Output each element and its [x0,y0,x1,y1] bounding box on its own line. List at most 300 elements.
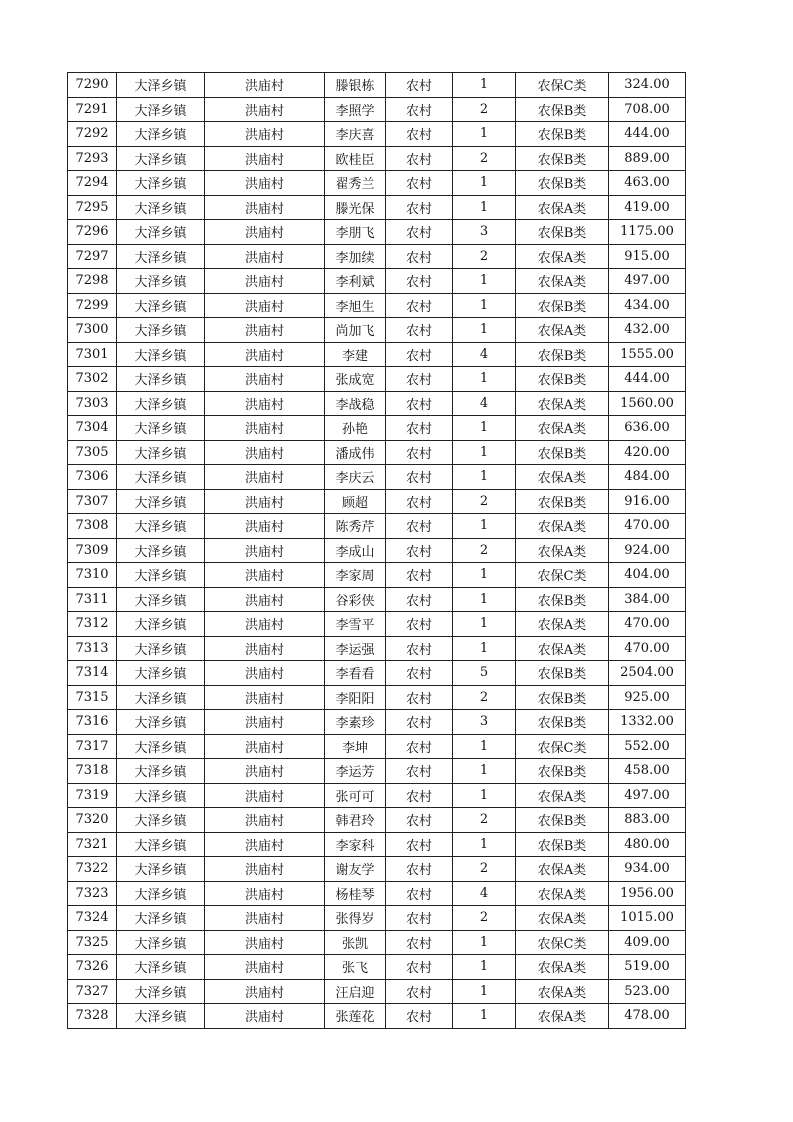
id-cell: 7326 [68,955,117,980]
name-cell: 滕光保 [325,195,386,220]
category-cell: 农保A类 [516,416,609,441]
name-cell: 李坤 [325,734,386,759]
table-row [68,440,686,465]
table-row [68,342,686,367]
area-type-cell: 农村 [386,734,453,759]
name-cell: 欧桂臣 [325,146,386,171]
id-cell: 7307 [68,489,117,514]
table-row [68,734,686,759]
amount-cell: 2504.00 [609,661,686,686]
household-size-cell: 1 [453,979,516,1004]
amount-cell: 915.00 [609,244,686,269]
village-cell: 洪庙村 [205,220,325,245]
village-cell: 洪庙村 [205,661,325,686]
household-size-cell: 4 [453,342,516,367]
village-cell: 洪庙村 [205,906,325,931]
amount-cell: 432.00 [609,318,686,343]
household-size-cell: 2 [453,685,516,710]
table-row [68,538,686,563]
area-type-cell: 农村 [386,220,453,245]
household-size-cell: 1 [453,612,516,637]
category-cell: 农保A类 [516,391,609,416]
table-row [68,955,686,980]
category-cell: 农保C类 [516,734,609,759]
area-type-cell: 农村 [386,979,453,1004]
township-cell: 大泽乡镇 [117,832,205,857]
table-row [68,563,686,588]
area-type-cell: 农村 [386,587,453,612]
household-size-cell: 1 [453,440,516,465]
township-cell: 大泽乡镇 [117,514,205,539]
township-cell: 大泽乡镇 [117,73,205,98]
amount-cell: 463.00 [609,171,686,196]
id-cell: 7327 [68,979,117,1004]
category-cell: 农保A类 [516,783,609,808]
village-cell: 洪庙村 [205,710,325,735]
village-cell: 洪庙村 [205,244,325,269]
village-cell: 洪庙村 [205,416,325,441]
category-cell: 农保A类 [516,244,609,269]
table-row [68,97,686,122]
area-type-cell: 农村 [386,832,453,857]
table-row [68,783,686,808]
village-cell: 洪庙村 [205,146,325,171]
category-cell: 农保B类 [516,587,609,612]
amount-cell: 883.00 [609,808,686,833]
area-type-cell: 农村 [386,661,453,686]
township-cell: 大泽乡镇 [117,318,205,343]
area-type-cell: 农村 [386,857,453,882]
category-cell: 农保A类 [516,979,609,1004]
category-cell: 农保B类 [516,293,609,318]
id-cell: 7317 [68,734,117,759]
township-cell: 大泽乡镇 [117,857,205,882]
amount-cell: 497.00 [609,269,686,294]
area-type-cell: 农村 [386,269,453,294]
area-type-cell: 农村 [386,906,453,931]
township-cell: 大泽乡镇 [117,391,205,416]
household-size-cell: 1 [453,122,516,147]
township-cell: 大泽乡镇 [117,367,205,392]
name-cell: 李家科 [325,832,386,857]
township-cell: 大泽乡镇 [117,122,205,147]
table-row [68,759,686,784]
category-cell: 农保A类 [516,269,609,294]
name-cell: 李成山 [325,538,386,563]
village-cell: 洪庙村 [205,734,325,759]
name-cell: 李运强 [325,636,386,661]
household-size-cell: 2 [453,244,516,269]
household-size-cell: 2 [453,97,516,122]
village-cell: 洪庙村 [205,122,325,147]
table-row [68,391,686,416]
amount-cell: 434.00 [609,293,686,318]
village-cell: 洪庙村 [205,318,325,343]
village-cell: 洪庙村 [205,489,325,514]
table-row [68,244,686,269]
name-cell: 李阳阳 [325,685,386,710]
category-cell: 农保A类 [516,465,609,490]
table-row [68,146,686,171]
village-cell: 洪庙村 [205,955,325,980]
table-row [68,881,686,906]
id-cell: 7323 [68,881,117,906]
id-cell: 7310 [68,563,117,588]
township-cell: 大泽乡镇 [117,440,205,465]
category-cell: 农保A类 [516,195,609,220]
village-cell: 洪庙村 [205,685,325,710]
household-size-cell: 1 [453,195,516,220]
township-cell: 大泽乡镇 [117,661,205,686]
table-row [68,220,686,245]
amount-cell: 420.00 [609,440,686,465]
id-cell: 7292 [68,122,117,147]
table-row [68,489,686,514]
category-cell: 农保C类 [516,73,609,98]
id-cell: 7316 [68,710,117,735]
category-cell: 农保A类 [516,955,609,980]
township-cell: 大泽乡镇 [117,906,205,931]
household-size-cell: 2 [453,808,516,833]
category-cell: 农保A类 [516,881,609,906]
name-cell: 李运芳 [325,759,386,784]
amount-cell: 1175.00 [609,220,686,245]
id-cell: 7304 [68,416,117,441]
id-cell: 7321 [68,832,117,857]
category-cell: 农保B类 [516,832,609,857]
amount-cell: 636.00 [609,416,686,441]
area-type-cell: 农村 [386,636,453,661]
id-cell: 7318 [68,759,117,784]
village-cell: 洪庙村 [205,97,325,122]
name-cell: 潘成伟 [325,440,386,465]
household-size-cell: 1 [453,759,516,784]
household-size-cell: 1 [453,514,516,539]
beneficiary-table [67,72,686,1029]
village-cell: 洪庙村 [205,367,325,392]
name-cell: 谢友学 [325,857,386,882]
township-cell: 大泽乡镇 [117,587,205,612]
id-cell: 7297 [68,244,117,269]
table-row [68,685,686,710]
household-size-cell: 1 [453,416,516,441]
name-cell: 陈秀芹 [325,514,386,539]
village-cell: 洪庙村 [205,440,325,465]
area-type-cell: 农村 [386,244,453,269]
village-cell: 洪庙村 [205,269,325,294]
name-cell: 张可可 [325,783,386,808]
household-size-cell: 3 [453,710,516,735]
name-cell: 张飞 [325,955,386,980]
household-size-cell: 3 [453,220,516,245]
category-cell: 农保B类 [516,440,609,465]
id-cell: 7315 [68,685,117,710]
area-type-cell: 农村 [386,465,453,490]
name-cell: 顾超 [325,489,386,514]
category-cell: 农保B类 [516,146,609,171]
category-cell: 农保B类 [516,808,609,833]
name-cell: 翟秀兰 [325,171,386,196]
area-type-cell: 农村 [386,146,453,171]
table-row [68,73,686,98]
household-size-cell: 5 [453,661,516,686]
household-size-cell: 1 [453,465,516,490]
area-type-cell: 农村 [386,685,453,710]
village-cell: 洪庙村 [205,514,325,539]
amount-cell: 1560.00 [609,391,686,416]
township-cell: 大泽乡镇 [117,342,205,367]
id-cell: 7311 [68,587,117,612]
amount-cell: 1555.00 [609,342,686,367]
name-cell: 谷彩侠 [325,587,386,612]
township-cell: 大泽乡镇 [117,685,205,710]
table-row [68,661,686,686]
household-size-cell: 1 [453,318,516,343]
village-cell: 洪庙村 [205,538,325,563]
category-cell: 农保B类 [516,342,609,367]
township-cell: 大泽乡镇 [117,195,205,220]
amount-cell: 409.00 [609,930,686,955]
amount-cell: 384.00 [609,587,686,612]
area-type-cell: 农村 [386,783,453,808]
table-row [68,122,686,147]
category-cell: 农保A类 [516,857,609,882]
table-row [68,906,686,931]
household-size-cell: 1 [453,587,516,612]
name-cell: 李庆喜 [325,122,386,147]
township-cell: 大泽乡镇 [117,783,205,808]
village-cell: 洪庙村 [205,636,325,661]
id-cell: 7303 [68,391,117,416]
amount-cell: 484.00 [609,465,686,490]
id-cell: 7325 [68,930,117,955]
household-size-cell: 1 [453,636,516,661]
table-row [68,930,686,955]
category-cell: 农保C类 [516,930,609,955]
township-cell: 大泽乡镇 [117,489,205,514]
village-cell: 洪庙村 [205,857,325,882]
id-cell: 7324 [68,906,117,931]
table-row [68,832,686,857]
area-type-cell: 农村 [386,538,453,563]
name-cell: 李旭生 [325,293,386,318]
area-type-cell: 农村 [386,367,453,392]
category-cell: 农保A类 [516,906,609,931]
household-size-cell: 2 [453,538,516,563]
village-cell: 洪庙村 [205,342,325,367]
township-cell: 大泽乡镇 [117,269,205,294]
amount-cell: 523.00 [609,979,686,1004]
township-cell: 大泽乡镇 [117,563,205,588]
township-cell: 大泽乡镇 [117,955,205,980]
table-row [68,857,686,882]
township-cell: 大泽乡镇 [117,171,205,196]
table-row [68,293,686,318]
name-cell: 李看看 [325,661,386,686]
name-cell: 李建 [325,342,386,367]
village-cell: 洪庙村 [205,195,325,220]
household-size-cell: 4 [453,881,516,906]
area-type-cell: 农村 [386,563,453,588]
household-size-cell: 1 [453,293,516,318]
township-cell: 大泽乡镇 [117,244,205,269]
household-size-cell: 2 [453,146,516,171]
village-cell: 洪庙村 [205,465,325,490]
area-type-cell: 农村 [386,73,453,98]
township-cell: 大泽乡镇 [117,465,205,490]
area-type-cell: 农村 [386,97,453,122]
name-cell: 杨桂琴 [325,881,386,906]
category-cell: 农保B类 [516,367,609,392]
name-cell: 李庆云 [325,465,386,490]
id-cell: 7290 [68,73,117,98]
amount-cell: 324.00 [609,73,686,98]
name-cell: 汪启迎 [325,979,386,1004]
table-row [68,465,686,490]
id-cell: 7296 [68,220,117,245]
village-cell: 洪庙村 [205,587,325,612]
id-cell: 7294 [68,171,117,196]
id-cell: 7319 [68,783,117,808]
category-cell: 农保B类 [516,759,609,784]
category-cell: 农保A类 [516,636,609,661]
amount-cell: 1015.00 [609,906,686,931]
id-cell: 7299 [68,293,117,318]
area-type-cell: 农村 [386,955,453,980]
village-cell: 洪庙村 [205,832,325,857]
area-type-cell: 农村 [386,710,453,735]
area-type-cell: 农村 [386,195,453,220]
amount-cell: 480.00 [609,832,686,857]
name-cell: 李家周 [325,563,386,588]
area-type-cell: 农村 [386,489,453,514]
table-row [68,171,686,196]
name-cell: 张莲花 [325,1004,386,1029]
amount-cell: 925.00 [609,685,686,710]
category-cell: 农保B类 [516,685,609,710]
area-type-cell: 农村 [386,612,453,637]
table-row [68,195,686,220]
township-cell: 大泽乡镇 [117,1004,205,1029]
amount-cell: 470.00 [609,612,686,637]
category-cell: 农保A类 [516,1004,609,1029]
village-cell: 洪庙村 [205,563,325,588]
village-cell: 洪庙村 [205,73,325,98]
amount-cell: 419.00 [609,195,686,220]
id-cell: 7300 [68,318,117,343]
name-cell: 李朋飞 [325,220,386,245]
id-cell: 7298 [68,269,117,294]
name-cell: 尚加飞 [325,318,386,343]
name-cell: 李素珍 [325,710,386,735]
township-cell: 大泽乡镇 [117,612,205,637]
area-type-cell: 农村 [386,293,453,318]
amount-cell: 552.00 [609,734,686,759]
township-cell: 大泽乡镇 [117,636,205,661]
area-type-cell: 农村 [386,440,453,465]
amount-cell: 889.00 [609,146,686,171]
category-cell: 农保A类 [516,514,609,539]
township-cell: 大泽乡镇 [117,538,205,563]
table-row [68,269,686,294]
household-size-cell: 1 [453,832,516,857]
township-cell: 大泽乡镇 [117,710,205,735]
table-row [68,710,686,735]
area-type-cell: 农村 [386,514,453,539]
table-row [68,612,686,637]
area-type-cell: 农村 [386,416,453,441]
amount-cell: 519.00 [609,955,686,980]
amount-cell: 934.00 [609,857,686,882]
township-cell: 大泽乡镇 [117,808,205,833]
amount-cell: 478.00 [609,1004,686,1029]
id-cell: 7322 [68,857,117,882]
household-size-cell: 1 [453,955,516,980]
township-cell: 大泽乡镇 [117,930,205,955]
category-cell: 农保B类 [516,710,609,735]
table-row [68,636,686,661]
table-row [68,808,686,833]
township-cell: 大泽乡镇 [117,881,205,906]
area-type-cell: 农村 [386,342,453,367]
category-cell: 农保B类 [516,171,609,196]
amount-cell: 1332.00 [609,710,686,735]
name-cell: 张凯 [325,930,386,955]
id-cell: 7328 [68,1004,117,1029]
name-cell: 李加续 [325,244,386,269]
village-cell: 洪庙村 [205,783,325,808]
id-cell: 7314 [68,661,117,686]
amount-cell: 404.00 [609,563,686,588]
area-type-cell: 农村 [386,122,453,147]
category-cell: 农保B类 [516,661,609,686]
category-cell: 农保B类 [516,122,609,147]
id-cell: 7293 [68,146,117,171]
village-cell: 洪庙村 [205,759,325,784]
household-size-cell: 1 [453,563,516,588]
category-cell: 农保A类 [516,612,609,637]
amount-cell: 916.00 [609,489,686,514]
name-cell: 李战稳 [325,391,386,416]
amount-cell: 458.00 [609,759,686,784]
name-cell: 韩君玲 [325,808,386,833]
id-cell: 7305 [68,440,117,465]
name-cell: 滕银栋 [325,73,386,98]
name-cell: 孙艳 [325,416,386,441]
township-cell: 大泽乡镇 [117,979,205,1004]
area-type-cell: 农村 [386,881,453,906]
village-cell: 洪庙村 [205,930,325,955]
id-cell: 7313 [68,636,117,661]
category-cell: 农保A类 [516,318,609,343]
amount-cell: 924.00 [609,538,686,563]
household-size-cell: 1 [453,367,516,392]
village-cell: 洪庙村 [205,808,325,833]
table-row [68,979,686,1004]
amount-cell: 444.00 [609,122,686,147]
household-size-cell: 1 [453,734,516,759]
household-size-cell: 4 [453,391,516,416]
amount-cell: 444.00 [609,367,686,392]
name-cell: 张成宽 [325,367,386,392]
category-cell: 农保B类 [516,220,609,245]
village-cell: 洪庙村 [205,612,325,637]
household-size-cell: 1 [453,930,516,955]
id-cell: 7306 [68,465,117,490]
id-cell: 7301 [68,342,117,367]
id-cell: 7291 [68,97,117,122]
amount-cell: 470.00 [609,514,686,539]
